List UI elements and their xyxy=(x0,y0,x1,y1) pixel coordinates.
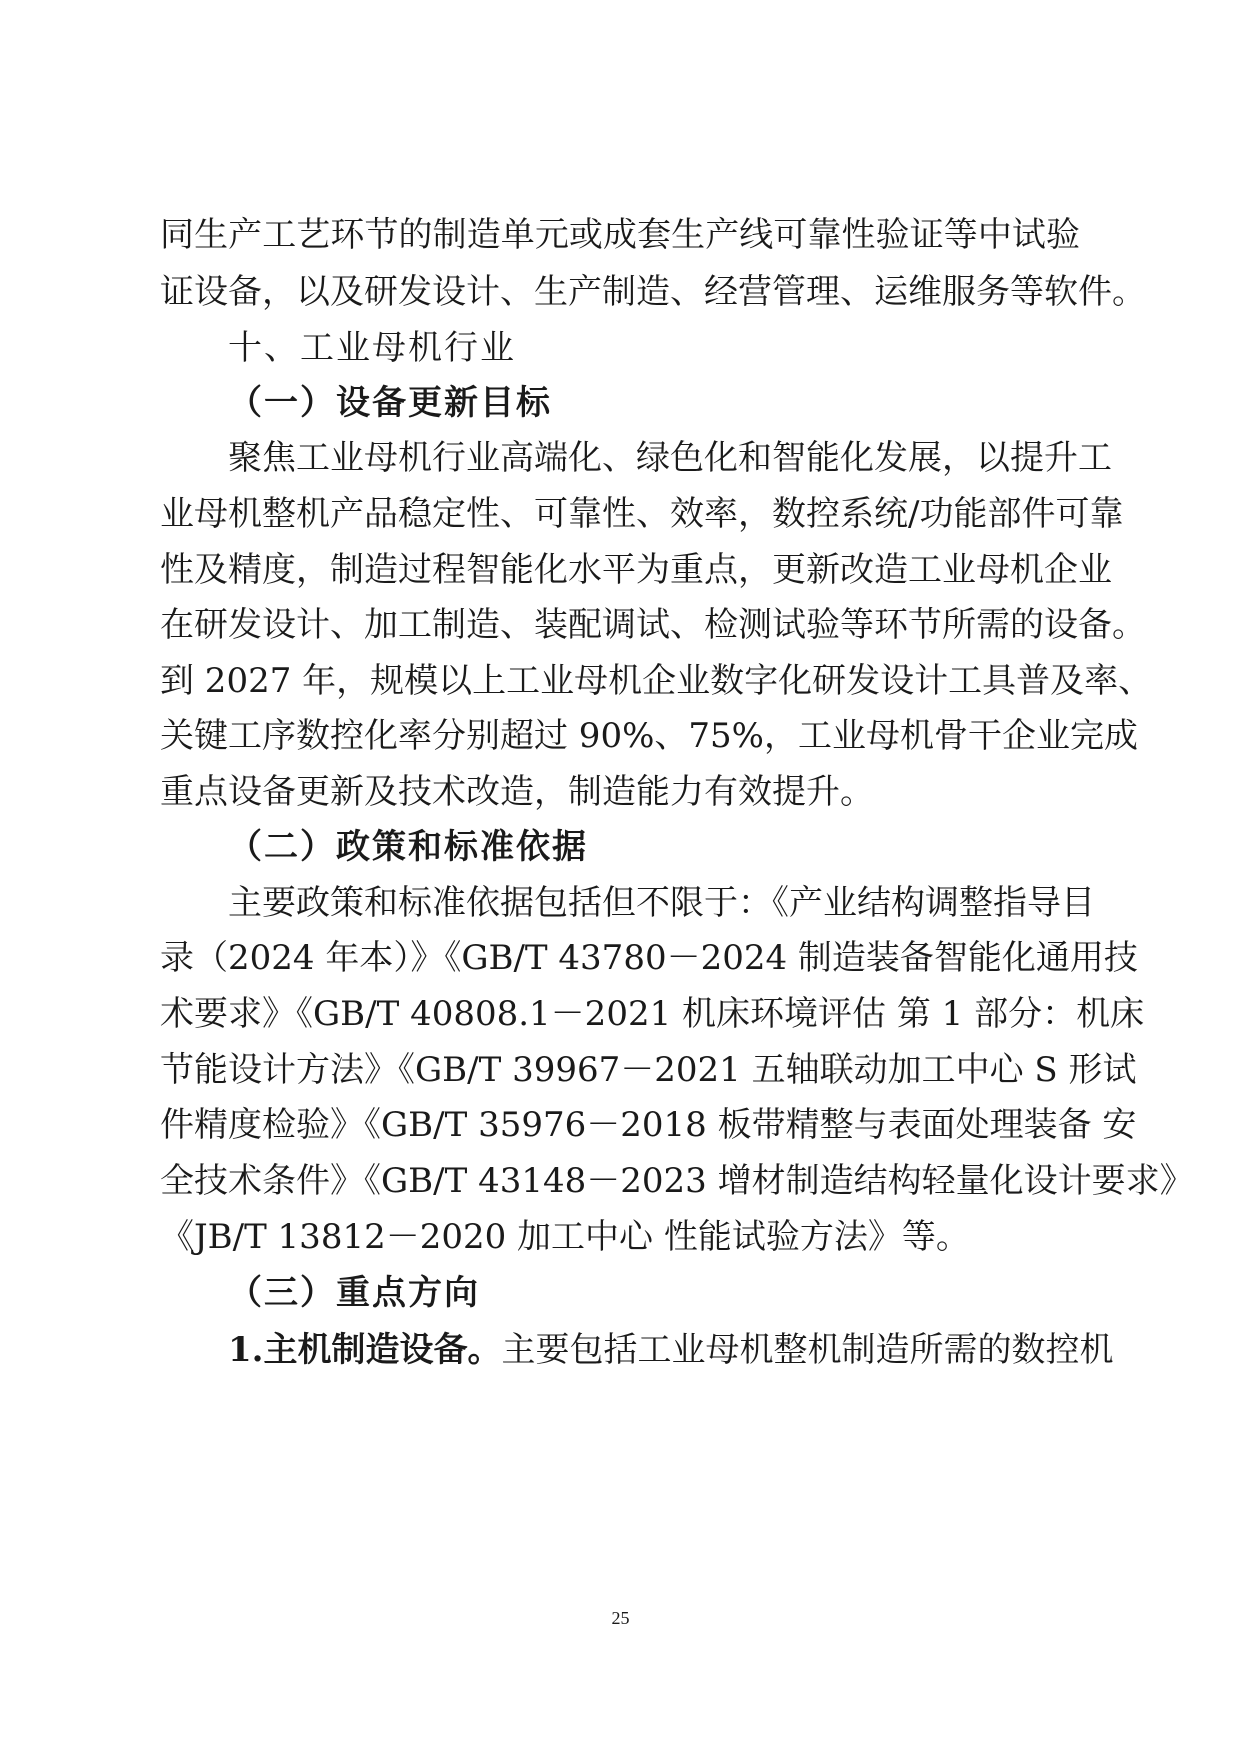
body-line: 同生产工艺环节的制造单元或成套生产线可靠性验证等中试验 xyxy=(160,215,1080,255)
subsection-heading: （三）重点方向 xyxy=(228,1273,480,1313)
body-line: 术要求》《GB/T 40808.1－2021 机床环境评估 第 1 部分：机床 xyxy=(160,994,1145,1034)
subsection-heading: （一）设备更新目标 xyxy=(228,383,552,423)
page-number: 25 xyxy=(611,1608,630,1628)
body-line: 到 2027 年，规模以上工业母机企业数字化研发设计工具普及率、 xyxy=(160,661,1153,701)
body-line: 《JB/T 13812－2020 加工中心 性能试验方法》等。 xyxy=(160,1217,970,1257)
item-text: 主要包括工业母机整机制造所需的数控机 xyxy=(501,1330,1114,1370)
body-line: 性及精度，制造过程智能化水平为重点，更新改造工业母机企业 xyxy=(160,550,1112,590)
body-line: 节能设计方法》《GB/T 39967－2021 五轴联动加工中心 S 形试 xyxy=(160,1050,1137,1090)
body-line: 重点设备更新及技术改造，制造能力有效提升。 xyxy=(160,772,874,812)
body-line: 证设备，以及研发设计、生产制造、经营管理、运维服务等软件。 xyxy=(160,272,1146,312)
subsection-heading: （二）政策和标准依据 xyxy=(228,827,588,867)
body-line: 业母机整机产品稳定性、可靠性、效率，数控系统/功能部件可靠 xyxy=(160,494,1124,534)
section-heading: 十、工业母机行业 xyxy=(228,328,516,368)
numbered-item-line xyxy=(228,1320,1114,1380)
body-line: 聚焦工业母机行业高端化、绿色化和智能化发展，以提升工 xyxy=(228,438,1112,478)
body-line: 关键工序数控化率分别超过 90%、75%，工业母机骨干企业完成 xyxy=(160,716,1138,756)
body-line: 录（2024 年本）》《GB/T 43780－2024 制造装备智能化通用技 xyxy=(160,938,1138,978)
body-line: 在研发设计、加工制造、装配调试、检测试验等环节所需的设备。 xyxy=(160,605,1146,645)
body-line: 全技术条件》《GB/T 43148－2023 增材制造结构轻量化设计要求》 xyxy=(160,1161,1194,1201)
item-heading: 1.主机制造设备。 xyxy=(228,1330,502,1370)
body-line: 主要政策和标准依据包括但不限于：《产业结构调整指导目 xyxy=(228,883,1095,923)
body-line xyxy=(228,1320,1114,1380)
body-line: 件精度检验》《GB/T 35976－2018 板带精整与表面处理装备 安 xyxy=(160,1105,1137,1145)
